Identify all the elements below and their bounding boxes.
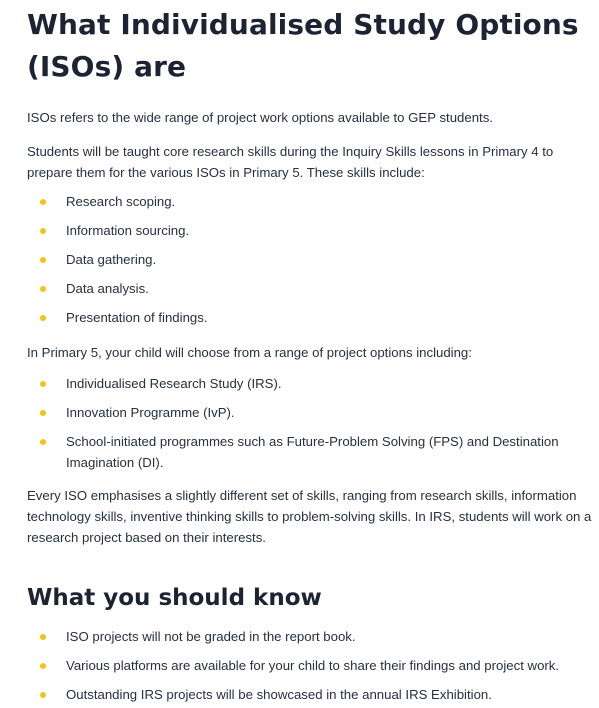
options-list xyxy=(27,373,592,473)
section-heading-what-you-should-know: What you should know xyxy=(27,585,322,611)
skills-intro-paragraph: Students will be taught core research skills during the Inquiry Skills lessons in Primary 4 to prepare them for the various ISOs in Primary 5. These skills include: xyxy=(27,144,554,180)
list-item xyxy=(27,655,592,676)
list-item xyxy=(27,373,592,394)
bullet-dot-icon xyxy=(40,410,46,416)
list-item xyxy=(27,191,592,212)
list-item-text: School-initiated programmes such as Future-Problem Solving (FPS) and Destination Imagination (DI). xyxy=(66,434,559,470)
list-item-text: Innovation Programme (IvP). xyxy=(66,405,235,420)
list-item-text: Individualised Research Study (IRS). xyxy=(66,376,282,391)
bullet-dot-icon xyxy=(40,634,46,640)
list-item-text: Information sourcing. xyxy=(66,223,190,238)
list-item-text: Various platforms are available for your child to share their findings and project work. xyxy=(66,658,560,673)
know-list xyxy=(27,626,592,705)
list-item-text: Outstanding IRS projects will be showcased in the annual IRS Exhibition. xyxy=(66,687,492,702)
options-intro-paragraph: In Primary 5, your child will choose from a range of project options including: xyxy=(27,345,472,360)
intro-paragraph: ISOs refers to the wide range of project work options available to GEP students. xyxy=(27,110,493,125)
bullet-dot-icon xyxy=(40,315,46,321)
emphasis-paragraph: Every ISO emphasises a slightly different set of skills, ranging from research skills, information technology skills, inventive thinking skills to problem-solving skills. In IRS, students will work on a research project based on their interests. xyxy=(27,488,592,545)
list-item xyxy=(27,626,592,647)
list-item-text: Presentation of findings. xyxy=(66,310,208,325)
list-item xyxy=(27,307,592,328)
bullet-dot-icon xyxy=(40,228,46,234)
bullet-dot-icon xyxy=(40,439,46,445)
bullet-dot-icon xyxy=(40,663,46,669)
list-item xyxy=(27,431,592,473)
skills-list xyxy=(27,191,592,328)
list-item-text: Data analysis. xyxy=(66,281,149,296)
list-item xyxy=(27,249,592,270)
bullet-dot-icon xyxy=(40,286,46,292)
list-item xyxy=(27,402,592,423)
bullet-dot-icon xyxy=(40,257,46,263)
list-item xyxy=(27,684,592,705)
list-item-text: Data gathering. xyxy=(66,252,157,267)
list-item-text: Research scoping. xyxy=(66,194,176,209)
list-item xyxy=(27,220,592,241)
bullet-dot-icon xyxy=(40,199,46,205)
list-item-text: ISO projects will not be graded in the report book. xyxy=(66,629,356,644)
page-title: What Individualised Study Options (ISOs) are xyxy=(27,8,579,83)
bullet-dot-icon xyxy=(40,692,46,698)
list-item xyxy=(27,278,592,299)
bullet-dot-icon xyxy=(40,381,46,387)
